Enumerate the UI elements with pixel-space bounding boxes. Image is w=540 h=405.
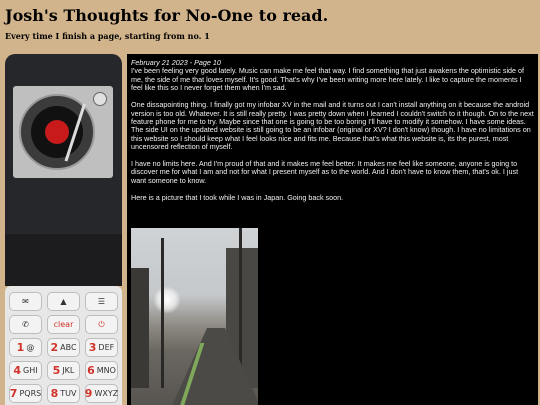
key-5: 5 JKL [47, 361, 80, 380]
post-paragraph: I have no limits here. And I'm proud of that and it makes me feel better. It makes me feel like someone, anyone is going to discover me for what I am and not for what I present myself as to the world. And I don't have to know them, that's ok. I just want someone to know. [131, 159, 519, 185]
post-paragraph: One dissapointing thing. I finally got my infobar XV in the mail and it turns out I can't install anything on it because the android version is too old. Whatever. It is still really pretty. I was pretty down when I learned I couldn't switch to it though. On to the next feature phone for me to try. Maybe since that one is going to be too boring I'll have to modify it somehow. I have some ideas. [131, 100, 534, 126]
key-6: 6 MNO [85, 361, 118, 380]
phone-hinge [5, 234, 122, 286]
sun-glare [153, 286, 181, 314]
japan-street-photo [131, 228, 258, 405]
key-2: 2 ABC [47, 338, 80, 357]
post-panel [127, 54, 538, 405]
mail-icon: ✉ [9, 292, 42, 311]
post-date: February 21 2023 - Page 10 [131, 58, 221, 67]
key-7: 7 PQRS [9, 384, 42, 403]
clear-key: clear [47, 315, 80, 334]
turntable-illustration [13, 86, 113, 178]
key-8: 8 TUV [47, 384, 80, 403]
record-label [45, 120, 69, 144]
site-title: Josh's Thoughts for No-One to read. [5, 6, 329, 25]
utility-pole [239, 228, 242, 378]
key-3: 3 DEF [85, 338, 118, 357]
phone-sidebar-image [5, 54, 122, 405]
utility-pole [161, 238, 164, 388]
phone-screen-area [5, 54, 122, 234]
post-paragraph: The side UI on the updated website is still going to be an infobar (original or XV? I don't know) though. I have no limitations on this website so I should keep what I feel looks nice and fits me. Because that's what this website is, its the purest, most uncensored reflection of myself. [131, 125, 531, 152]
up-arrow-icon: ▲ [47, 292, 80, 311]
post-paragraph: I've been feeling very good lately. Music can make me feel that way. I find something that just awakens the optimistic side of me, the side of me that loves myself. It's good. That's why I've been writing more here lately. I like to capture the moments I feel like this so I never forget them when I'm sad. [131, 66, 525, 93]
site-subtitle: Every time I finish a page, starting from no. 1 [5, 31, 210, 41]
key-1: 1 @ [9, 338, 42, 357]
key-9: 9 WXYZ [85, 384, 118, 403]
call-icon: ✆ [9, 315, 42, 334]
phone-keypad [9, 292, 118, 405]
blog-post [131, 59, 534, 211]
building [131, 268, 149, 388]
end-call-icon: ⏻ [85, 315, 118, 334]
tonearm-pivot [93, 92, 107, 106]
post-paragraph: Here is a picture that I took while I was in Japan. Going back soon. [131, 192, 344, 202]
key-4: 4 GHI [9, 361, 42, 380]
menu-icon: ☰ [85, 292, 118, 311]
